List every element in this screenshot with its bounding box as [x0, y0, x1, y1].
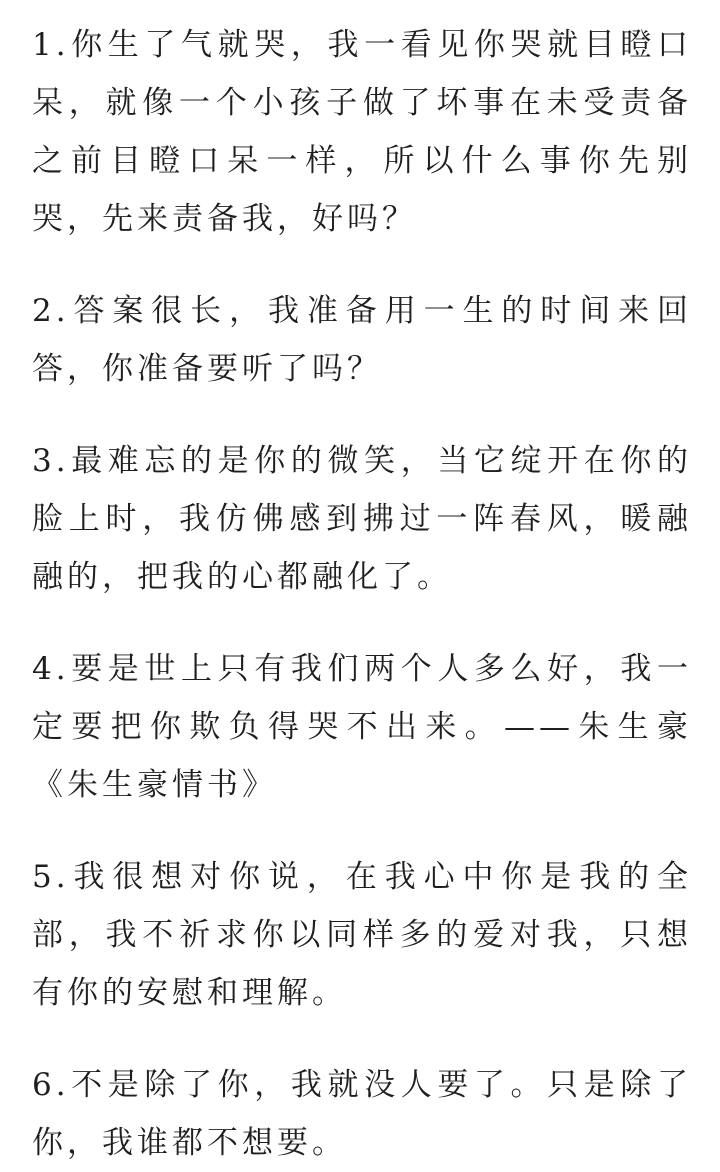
quote-paragraph-6: 6.不是除了你，我就没人要了。只是除了你，我谁都不想要。: [32, 1067, 692, 1161]
quote-paragraph-1: 1.你生了气就哭，我一看见你哭就目瞪口呆，就像一个小孩子做了坏事在未受责备之前目瞪口呆一样，所以什么事你先别哭，先来责备我，好吗？: [32, 27, 692, 237]
quote-paragraph-3: 3.最难忘的是你的微笑，当它绽开在你的脸上时，我仿佛感到拂过一阵春风，暖融融的，把我的心都融化了。: [32, 443, 692, 595]
quote-paragraph-2: 2.答案很长，我准备用一生的时间来回答，你准备要听了吗？: [32, 293, 692, 387]
quote-paragraph-5: 5.我很想对你说，在我心中你是我的全部，我不祈求你以同样多的爱对我，只想有你的安慰和理解。: [32, 859, 692, 1011]
article-body: [32, 16, 692, 1172]
quote-paragraph-4: 4.要是世上只有我们两个人多么好，我一定要把你欺负得哭不出来。——朱生豪《朱生豪情书》: [32, 651, 692, 803]
